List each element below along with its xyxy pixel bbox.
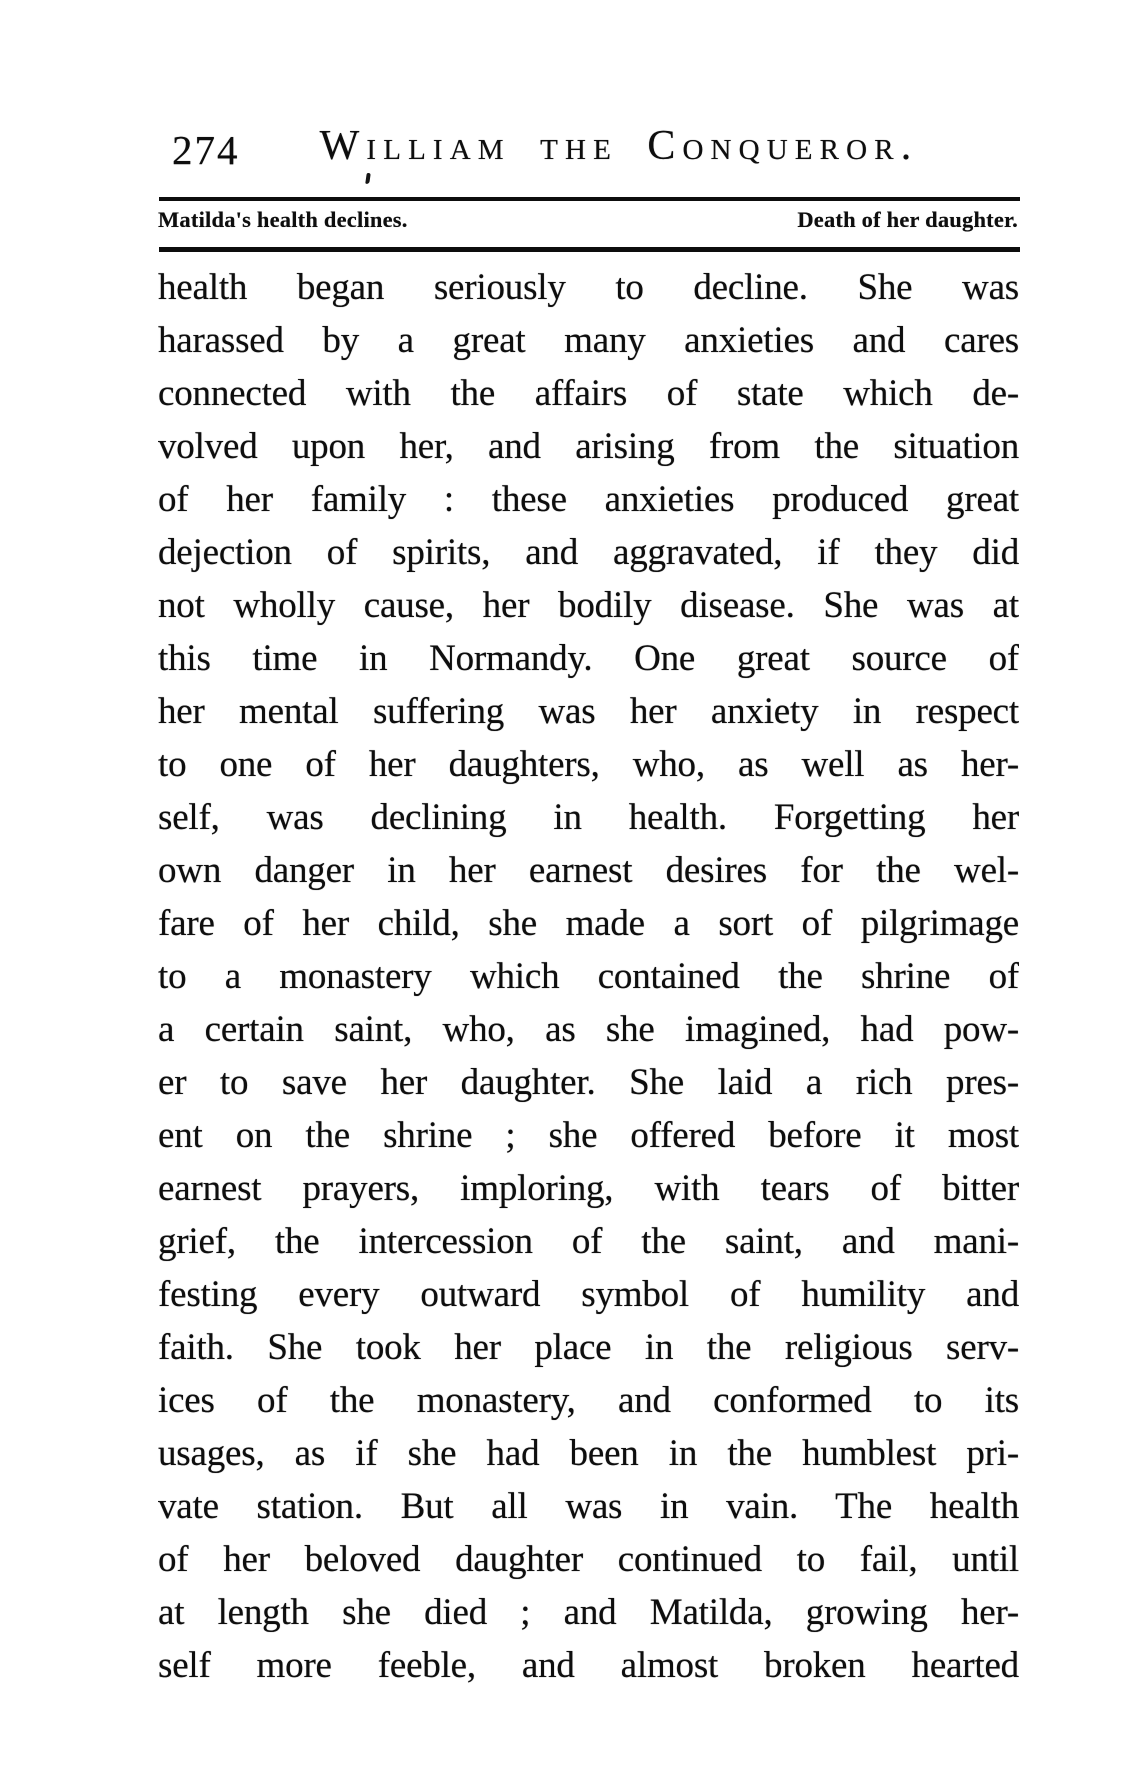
text-line: vate station. But all was in vain. The health <box>158 1486 1019 1527</box>
subhead-right: Death of her daughter. <box>797 207 1018 232</box>
text-line: dejection of spirits, and aggravated, if they did <box>158 532 1019 573</box>
page-number: 274 <box>172 127 240 173</box>
text-line: faith. She took her place in the religious serv- <box>158 1327 1019 1368</box>
text-line: connected with the affairs of state which de- <box>158 373 1019 414</box>
text-line: harassed by a great many anxieties and cares <box>158 320 1019 361</box>
text-line: her mental suffering was her anxiety in respect <box>158 691 1019 732</box>
text-line: self, was declining in health. Forgetting her <box>158 797 1019 838</box>
text-line: to one of her daughters, who, as well as her- <box>158 744 1019 785</box>
text-line: self more feeble, and almost broken hearted <box>158 1645 1019 1686</box>
text-line: of her family : these anxieties produced great <box>158 479 1019 520</box>
text-line: a certain saint, who, as she imagined, had pow- <box>158 1009 1019 1050</box>
header-rule-top <box>159 197 1020 201</box>
text-line: festing every outward symbol of humility and <box>158 1274 1019 1315</box>
text-line: ices of the monastery, and conformed to its <box>158 1380 1019 1421</box>
text-line: ent on the shrine ; she offered before it most <box>158 1115 1019 1156</box>
text-line: to a monastery which contained the shrine of <box>158 956 1019 997</box>
text-line: own danger in her earnest desires for the wel- <box>158 850 1019 891</box>
text-line: health began seriously to decline. She was <box>158 267 1019 308</box>
text-line: not wholly cause, her bodily disease. She was at <box>158 585 1019 626</box>
text-line: at length she died ; and Matilda, growing her- <box>158 1592 1019 1633</box>
text-line: of her beloved daughter continued to fail, until <box>158 1539 1019 1580</box>
ink-artifact <box>365 173 370 184</box>
running-title: William the Conqueror. <box>319 123 919 169</box>
text-line: er to save her daughter. She laid a rich pres- <box>158 1062 1019 1103</box>
text-line: earnest prayers, imploring, with tears of bitter <box>158 1168 1019 1209</box>
text-line: volved upon her, and arising from the situation <box>158 426 1019 467</box>
text-line: fare of her child, she made a sort of pilgrimage <box>158 903 1019 944</box>
header-rule-bottom <box>159 247 1020 252</box>
subhead-left: Matilda's health declines. <box>158 207 408 232</box>
text-line: usages, as if she had been in the humblest pri- <box>158 1433 1019 1474</box>
body-text <box>158 261 1019 1692</box>
running-head <box>158 120 1020 172</box>
section-subheads <box>158 207 1018 233</box>
text-line: grief, the intercession of the saint, and mani- <box>158 1221 1019 1262</box>
text-line: this time in Normandy. One great source of <box>158 638 1019 679</box>
